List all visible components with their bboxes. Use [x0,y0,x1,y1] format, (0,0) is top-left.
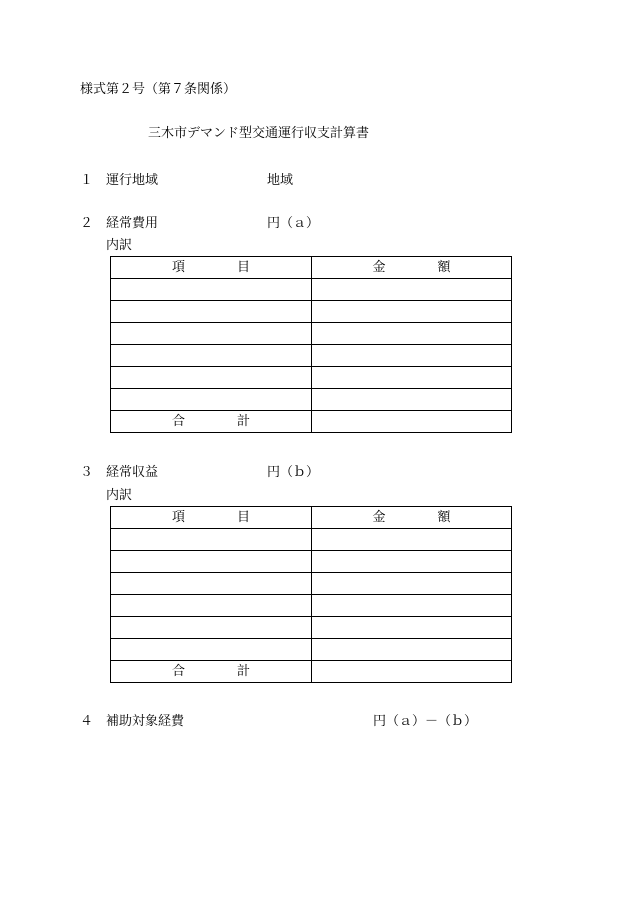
table-row [111,389,512,411]
table-row [111,529,512,551]
header-item: 項 目 [111,507,312,529]
table-header-row [111,257,512,279]
table-cell [111,529,312,551]
table-total-row [111,411,512,433]
section-3-value: 円（ｂ） [267,465,320,480]
table-row [111,617,512,639]
table-cell [312,529,512,551]
table-row [111,639,512,661]
table-row [111,279,512,301]
header-item: 項 目 [111,257,312,279]
table-cell [111,573,312,595]
revenue-breakdown-table [110,506,512,683]
table-cell [312,323,512,345]
table-cell [111,301,312,323]
table-cell [111,389,312,411]
section-1-value: 地域 [267,173,294,188]
section-4-value: 円（ａ）－（ｂ） [373,714,478,729]
table-cell [312,639,512,661]
table-cell [312,573,512,595]
section-2-label: 経常費用 [106,216,159,231]
header-amount: 金 額 [312,257,512,279]
table-cell [312,595,512,617]
form-number: 様式第２号（第７条関係） [80,82,237,97]
table-row [111,301,512,323]
section-1-number: １ [80,173,94,188]
table-cell [111,595,312,617]
table-total-row [111,661,512,683]
section-2-value: 円（ａ） [267,216,320,231]
table-cell [111,639,312,661]
section-2-number: ２ [80,216,94,231]
header-amount: 金 額 [312,507,512,529]
table-cell [111,323,312,345]
table-cell [312,279,512,301]
total-amount [312,411,512,433]
expense-breakdown-table [110,256,512,433]
table-cell [312,617,512,639]
table-cell [312,301,512,323]
document-title: 三木市デマンド型交通運行収支計算書 [148,126,370,141]
table-cell [312,345,512,367]
total-amount [312,661,512,683]
table-row [111,551,512,573]
total-label: 合 計 [111,661,312,683]
table-cell [111,551,312,573]
table-header-row [111,507,512,529]
section-1-label: 運行地域 [106,173,159,188]
table-row [111,595,512,617]
table-cell [312,389,512,411]
section-4-label: 補助対象経費 [106,714,185,729]
section-4-number: ４ [80,714,94,729]
table-cell [111,279,312,301]
table-row [111,573,512,595]
table-cell [111,617,312,639]
table-cell [111,367,312,389]
table-row [111,323,512,345]
table-cell [111,345,312,367]
section-3-label: 経常収益 [106,465,159,480]
table-cell [312,367,512,389]
section-3-number: ３ [80,465,94,480]
table-cell [312,551,512,573]
table-row [111,345,512,367]
total-label: 合 計 [111,411,312,433]
section-3-breakdown-label: 内訳 [106,488,133,503]
table-row [111,367,512,389]
section-2-breakdown-label: 内訳 [106,238,133,253]
